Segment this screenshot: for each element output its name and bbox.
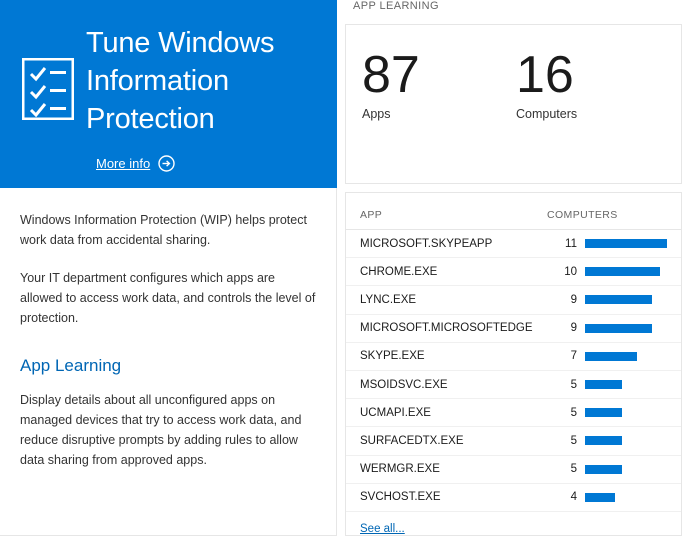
computers-count-cell: 10: [564, 265, 577, 278]
computers-bar-fill: [585, 465, 622, 474]
app-name-cell: MSOIDSVC.EXE: [360, 378, 448, 391]
table-row[interactable]: [346, 399, 681, 427]
computers-bar-fill: [585, 436, 622, 445]
app-name-cell: MICROSOFT.SKYPEAPP: [360, 237, 493, 250]
apps-count-value: 87: [362, 46, 420, 104]
table-row[interactable]: [346, 286, 681, 314]
wip-description-paragraph-1: Windows Information Protection (WIP) helps protect work data from accidental sharing.: [20, 213, 307, 247]
computers-bar: [585, 408, 667, 417]
computers-bar: [585, 352, 667, 361]
app-learning-table-tile: [345, 192, 682, 536]
computers-count-value: 16: [516, 46, 574, 104]
table-row[interactable]: [346, 315, 681, 343]
app-name-cell: CHROME.EXE: [360, 265, 438, 278]
computers-count-cell: 5: [570, 434, 577, 447]
computers-bar: [585, 239, 667, 248]
column-header-computers: COMPUTERS: [547, 209, 618, 221]
see-all-link[interactable]: See all...: [360, 522, 405, 535]
table-row[interactable]: [346, 230, 681, 258]
app-name-cell: LYNC.EXE: [360, 293, 417, 306]
computers-count-cell: 5: [570, 463, 577, 476]
computers-bar: [585, 380, 667, 389]
computers-bar: [585, 493, 667, 502]
arrow-right-circle-icon: [158, 155, 175, 172]
table-row[interactable]: [346, 456, 681, 484]
table-row[interactable]: [346, 427, 681, 455]
computers-count-cell: 5: [570, 406, 577, 419]
computers-count-cell: 7: [570, 350, 577, 363]
app-learning-heading: App Learning: [20, 356, 122, 375]
app-learning-panel: [345, 0, 685, 536]
info-body: [0, 188, 337, 488]
apps-count-block: [362, 47, 420, 121]
computers-bar-fill: [585, 408, 622, 417]
app-name-cell: MICROSOFT.MICROSOFTEDGE: [360, 322, 533, 335]
computers-count-cell: 5: [570, 378, 577, 391]
computers-count-label: Computers: [516, 107, 578, 121]
computers-count-cell: 9: [570, 293, 577, 306]
hero-banner: [0, 0, 337, 188]
app-name-cell: UCMAPI.EXE: [360, 406, 431, 419]
app-name-cell: SVCHOST.EXE: [360, 491, 441, 504]
table-row[interactable]: [346, 343, 681, 371]
app-name-cell: SURFACEDTX.EXE: [360, 434, 464, 447]
apps-count-label: Apps: [362, 107, 391, 121]
app-name-cell: SKYPE.EXE: [360, 350, 425, 363]
table-row[interactable]: [346, 258, 681, 286]
panel-header-label: APP LEARNING: [353, 0, 439, 12]
app-learning-description: Display details about all unconfigured apps on managed devices that try to access work data, and reduce disruptive prompts by adding rules to allow data sharing from approved apps.: [20, 393, 302, 467]
table-row[interactable]: [346, 371, 681, 399]
checklist-icon: [22, 58, 74, 120]
computers-bar: [585, 267, 667, 276]
computers-bar: [585, 324, 667, 333]
computers-bar-fill: [585, 295, 652, 304]
app-name-cell: WERMGR.EXE: [360, 463, 440, 476]
computers-bar-fill: [585, 267, 660, 276]
more-info-label: More info: [96, 156, 151, 171]
table-row[interactable]: [346, 484, 681, 512]
info-panel: [0, 0, 337, 536]
wip-description-paragraph-2: Your IT department configures which apps are allowed to access work data, and controls the level of protection.: [20, 271, 316, 325]
computers-bar-fill: [585, 493, 615, 502]
table-body: [346, 230, 681, 512]
computers-bar-fill: [585, 380, 622, 389]
hero-title: Tune Windows Information Protection: [86, 27, 275, 135]
computers-bar: [585, 295, 667, 304]
table-header-row: [346, 201, 681, 230]
column-header-app: APP: [360, 209, 383, 221]
computers-count-cell: 11: [565, 237, 577, 250]
computers-count-cell: 4: [570, 491, 577, 504]
computers-bar: [585, 436, 667, 445]
summary-counts-tile: [345, 24, 682, 184]
computers-count-cell: 9: [570, 322, 577, 335]
computers-count-block: [516, 47, 577, 121]
more-info-link[interactable]: [96, 155, 175, 172]
computers-bar: [585, 465, 667, 474]
computers-bar-fill: [585, 239, 667, 248]
computers-bar-fill: [585, 352, 637, 361]
computers-bar-fill: [585, 324, 652, 333]
